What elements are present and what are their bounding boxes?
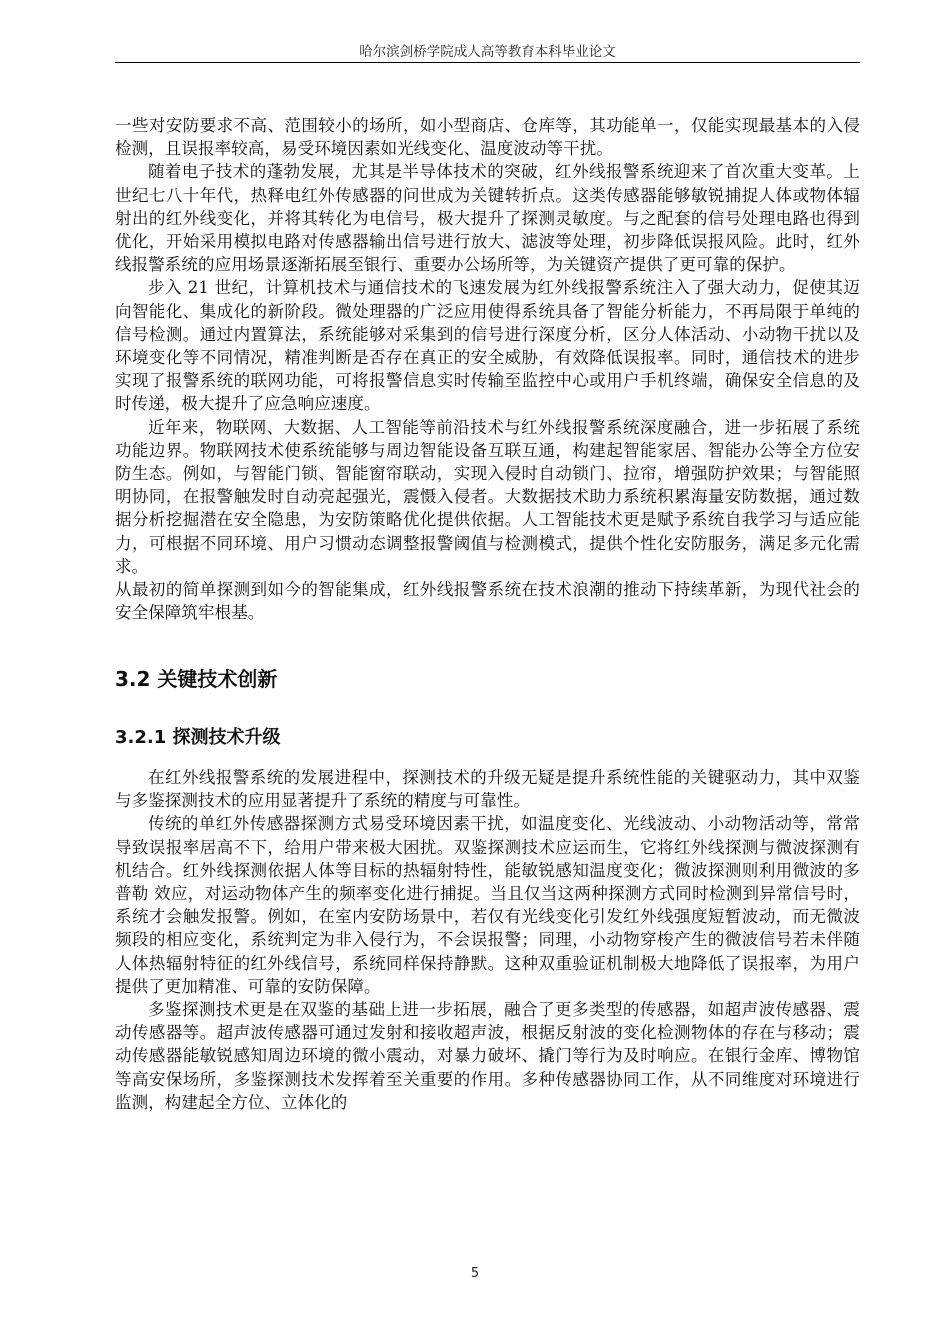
paragraph: 多鉴探测技术更是在双鉴的基础上进一步拓展，融合了更多类型的传感器，如超声波传感器、震动传感器等。超声波传感器可通过发射和接收超声波，根据反射波的变化检测物体的存在与移动；震动传感器能敏锐感知周边环境的微小震动，对暴力破坏、撬门等行为及时响应。在银行金库、博物馆等高安保场所，多鉴探测技术发挥着至关重要的作用。多种传感器协同工作，从不同维度对环境进行监测，构建起全方位、立体化的 [115,1000,860,1112]
paragraph: 在红外线报警系统的发展进程中，探测技术的升级无疑是提升系统性能的关键驱动力，其中双鉴与多鉴探测技术的应用显著提升了系统的精度与可靠性。 [115,768,860,811]
paragraph: 从最初的简单探测到如今的智能集成，红外线报警系统在技术浪潮的推动下持续革新，为现代社会的安全保障筑牢根基。 [115,580,860,623]
paragraph: 一些对安防要求不高、范围较小的场所，如小型商店、仓库等，其功能单一，仅能实现最基本的入侵检测，且误报率较高，易受环境因素如光线变化、温度波动等干扰。 [115,116,860,159]
paragraph: 传统的单红外传感器探测方式易受环境因素干扰，如温度变化、光线波动、小动物活动等，常常导致误报率居高不下，给用户带来极大困扰。双鉴探测技术应运而生，它将红外线探测与微波探测有机结合。红外线探测依据人体等目标的热辐射特性，能敏锐感知温度变化；微波探测则利用微波的多普勒 效应，对运动物体产生的频率变化进行捕捉。当且仅当这两种探测方式同时检测到异常信号时，系统才会触发报警。例如，在室内安防场景中，若仅有光线变化引发红外线强度短暂波动，而无微波频段的相应变化，系统判定为非入侵行为，不会误报警；同理，小动物穿梭产生的微波信号若未伴随人体热辐射特征的红外线信号，系统同样保持静默。这种双重验证机制极大地降低了误报率，为用户提供了更加精准、可靠的安防保障。 [115,814,860,996]
paragraph: 步入 21 世纪，计算机技术与通信技术的飞速发展为红外线报警系统注入了强大动力，促使其迈向智能化、集成化的新阶段。微处理器的广泛应用使得系统具备了智能分析能力，不再局限于单纯的信号检测。通过内置算法，系统能够对采集到的信号进行深度分析，区分人体活动、小动物干扰以及环境变化等不同情况，精准判断是否存在真正的安全威胁，有效降低误报率。同时，通信技术的进步实现了报警系统的联网功能，可将报警信息实时传输至监控中心或用户手机终端，确保安全信息的及时传递，极大提升了应急响应速度。 [115,278,860,414]
body-text-bottom [115,766,860,1114]
paragraph: 近年来，物联网、大数据、人工智能等前沿技术与红外线报警系统深度融合，进一步拓展了系统功能边界。物联网技术使系统能够与周边智能设备互联互通，构建起智能家居、智能办公等全方位安防生态。例如，与智能门锁、智能窗帘联动，实现入侵时自动锁门、拉帘，增强防护效果；与智能照明协同，在报警触发时自动亮起强光，震慑入侵者。大数据技术助力系统积累海量安防数据，通过数据分析挖掘潜在安全隐患，为安防策略优化提供依据。人工智能技术更是赋予系统自我学习与适应能力，可根据不同环境、用户习惯动态调整报警阈值与检测模式，提供个性化安防服务，满足多元化需求。 [115,417,860,576]
page-number: 5 [470,1266,480,1281]
running-header: 哈尔滨剑桥学院成人高等教育本科毕业论文 [359,44,616,60]
section-heading: 3.2 关键技术创新 [115,667,278,691]
paragraph: 随着电子技术的蓬勃发展，尤其是半导体技术的突破，红外线报警系统迎来了首次重大变革。上世纪七八十年代，热释电红外传感器的问世成为关键转折点。这类传感器能够敏锐捕捉人体或物体辐射出的红外线变化，并将其转化为电信号，极大提升了探测灵敏度。与之配套的信号处理电路也得到优化，开始采用模拟电路对传感器输出信号进行放大、滤波等处理，初步降低误报风险。此时，红外线报警系统的应用场景逐渐拓展至银行、重要办公场所等，为关键资产提供了更可靠的保护。 [115,162,860,275]
header-rule [115,62,860,63]
body-text-top [115,114,860,624]
subsection-heading: 3.2.1 探测技术升级 [115,727,281,748]
